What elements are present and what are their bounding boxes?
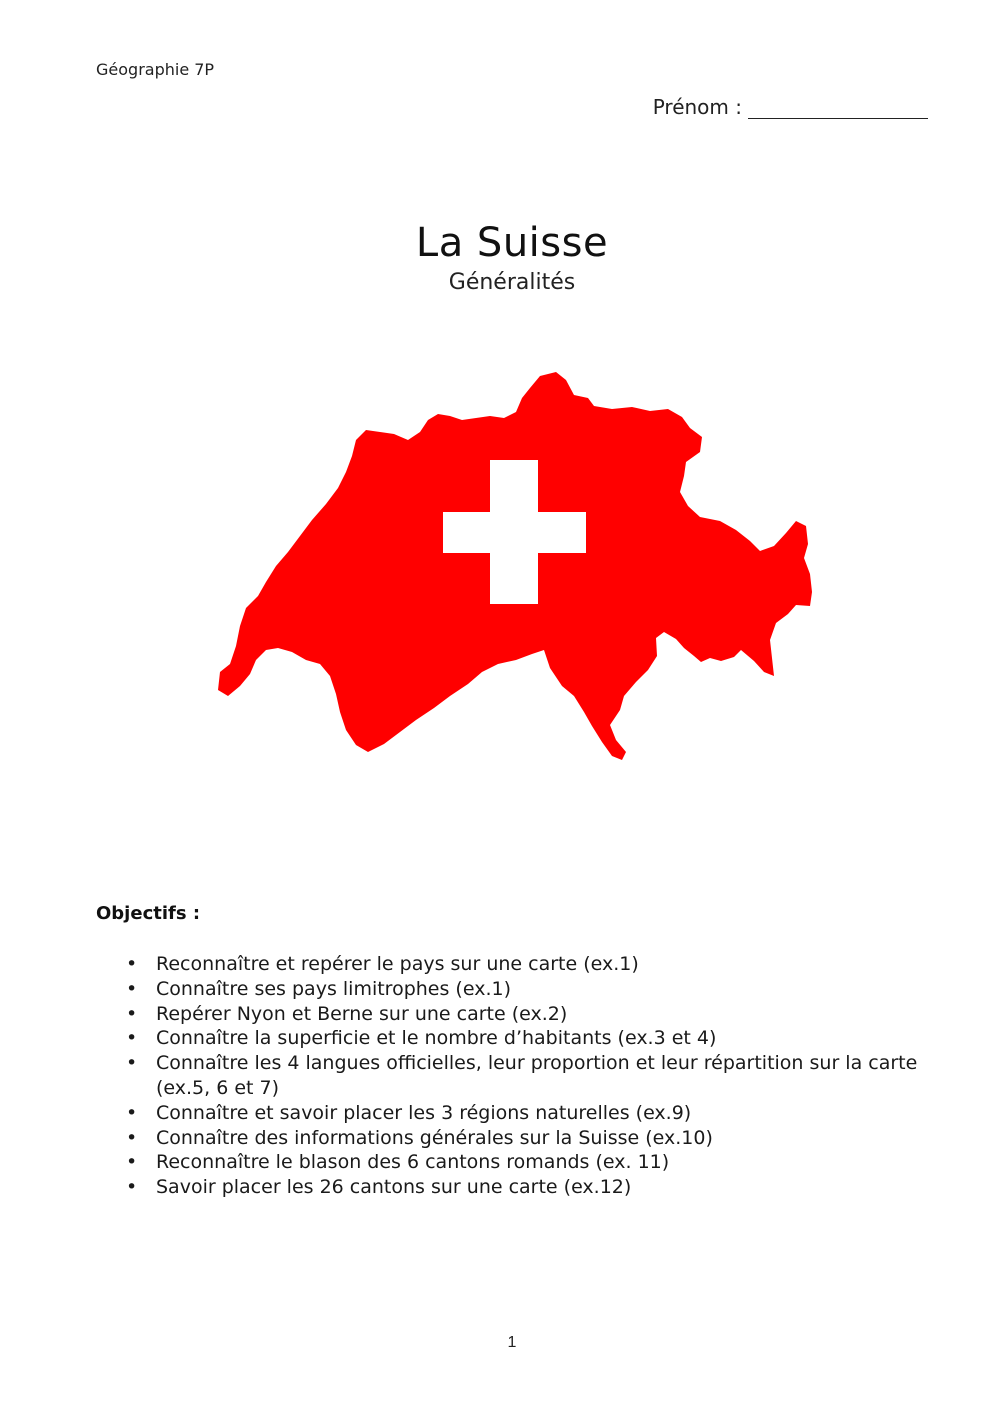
list-item: • Connaître ses pays limitrophes (ex.1)	[96, 977, 936, 1002]
course-label: Géographie 7P	[96, 60, 215, 79]
list-item: • Savoir placer les 26 cantons sur une carte (ex.12)	[96, 1175, 936, 1200]
name-label: Prénom :	[652, 95, 742, 119]
page-title: La Suisse	[415, 220, 609, 266]
name-blank-line	[748, 100, 928, 119]
page-subtitle: Généralités	[448, 270, 576, 295]
swiss-map-flag-icon	[210, 360, 820, 765]
list-item: • Connaître des informations générales sur la Suisse (ex.10)	[96, 1126, 936, 1151]
objectives-list	[96, 952, 936, 1200]
list-item: • Connaître les 4 langues officielles, leur proportion et leur répartition sur la carte (ex.5, 6 et 7)	[96, 1051, 936, 1101]
list-item: • Connaître la superficie et le nombre d’habitants (ex.3 et 4)	[96, 1026, 936, 1051]
list-item: • Connaître et savoir placer les 3 régions naturelles (ex.9)	[96, 1101, 936, 1126]
list-item: • Reconnaître le blason des 6 cantons romands (ex. 11)	[96, 1150, 936, 1175]
objectives-heading: Objectifs :	[96, 903, 201, 924]
list-item: • Repérer Nyon et Berne sur une carte (ex.2)	[96, 1002, 936, 1027]
page-number: 1	[507, 1334, 517, 1351]
list-item: • Reconnaître et repérer le pays sur une carte (ex.1)	[96, 952, 936, 977]
name-field	[653, 95, 928, 119]
